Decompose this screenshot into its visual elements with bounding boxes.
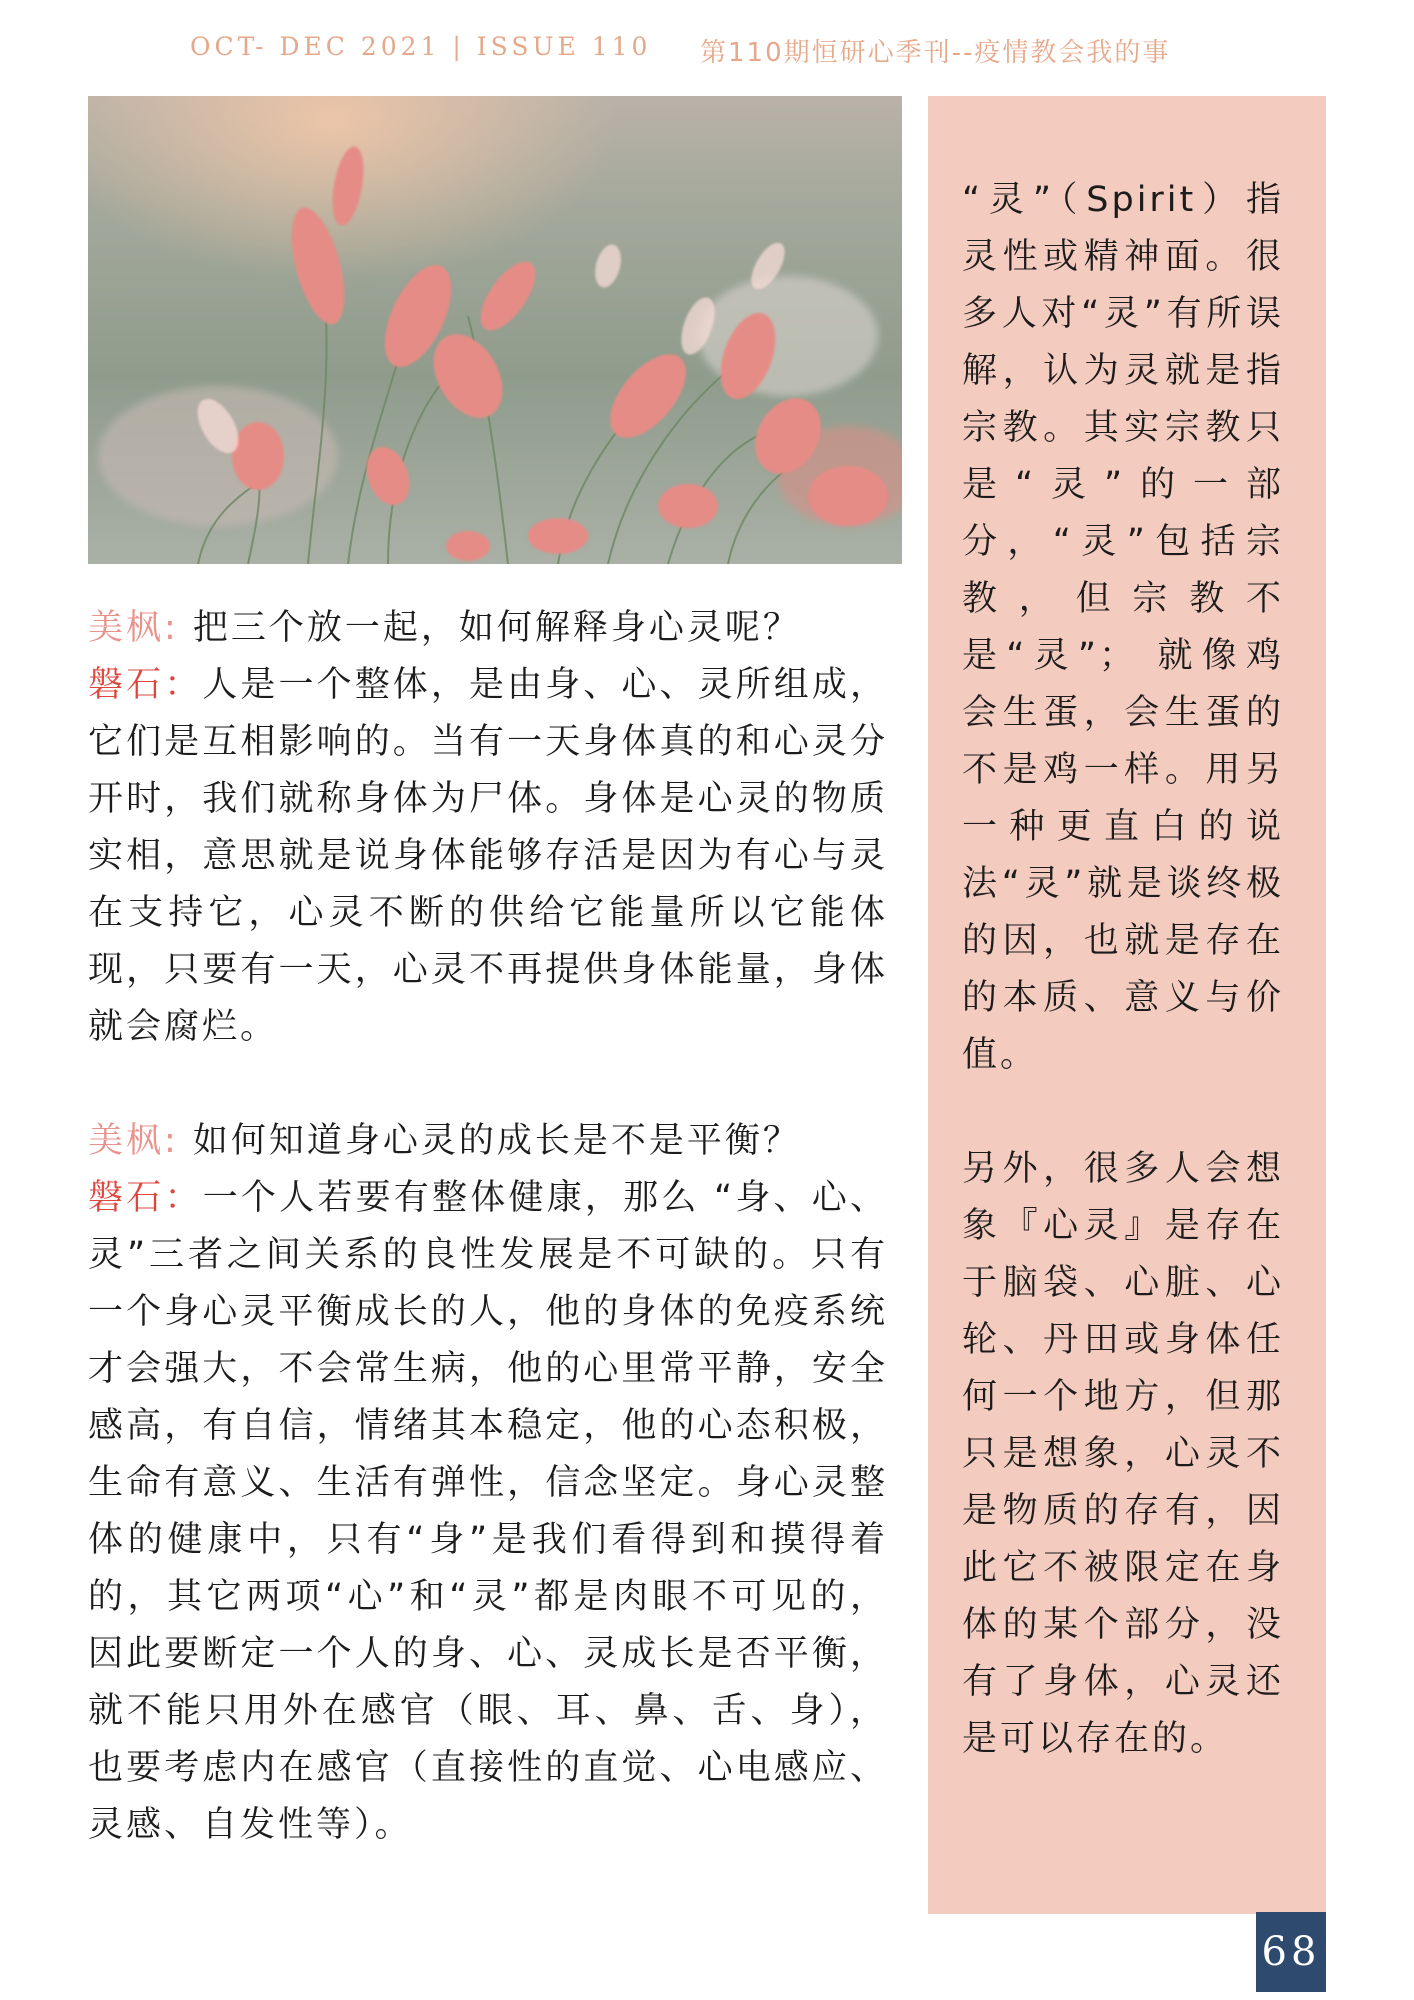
- question-1: [88, 600, 888, 657]
- answer-1: [88, 657, 888, 1056]
- speaker-meifeng: 美枫:: [88, 1121, 179, 1161]
- speaker-meifeng: 美枫:: [88, 608, 179, 648]
- sidebar-panel: [928, 96, 1326, 1914]
- question-text: 把三个放一起，如何解释身心灵呢？: [178, 608, 801, 648]
- interview-text: [88, 600, 888, 1854]
- answer-text: 人是一个整体，是由身、心、灵所组成，它们是互相影响的。当有一天身体真的和心灵分开时，我们就称身体为尸体。身体是心灵的物质实相，意思就是说身体能够存活是因为有心与灵在支持它，心灵不断的供给它能量所以它能体现，只要有一天，心灵不再提供身体能量，身体就会腐烂。: [88, 665, 888, 1047]
- answer-2: [88, 1170, 888, 1854]
- issue-label: OCT- DEC 2021 | ISSUE 110: [190, 32, 652, 61]
- sidebar-text: [962, 172, 1284, 1768]
- page-number-badge: 68: [1256, 1912, 1326, 1992]
- paragraph-gap: [962, 1084, 1284, 1141]
- answer-text: 一个人若要有整体健康，那么 “身、心、灵”三者之间关系的良性发展是不可缺的。只有一个身心灵平衡成长的人，他的身体的免疫系统才会强大，不会常生病，他的心里常平静，安全感高，有自信，情绪其本稳定，他的心态积极，生命有意义、生活有弹性，信念坚定。身心灵整体的健康中，只有“身”是我们看得到和摸得着的，其它两项“心”和“灵”都是肉眼不可见的，因此要断定一个人的身、心、灵成长是否平衡，就不能只用外在感官（眼、耳、鼻、舌、身），也要考虑内在感官（直接性的直觉、心电感应、灵感、自发性等）。: [88, 1178, 888, 1845]
- paragraph-gap: [88, 1056, 888, 1113]
- question-2: [88, 1113, 888, 1170]
- grass-photo: [88, 96, 902, 564]
- question-text: 如何知道身心灵的成长是不是平衡？: [178, 1121, 801, 1161]
- sidebar-paragraph-2: 另外，很多人会想象『心灵』是存在于脑袋、心脏、心轮、丹田或身体任何一个地方，但那只是想象，心灵不是物质的存有，因此它不被限定在身体的某个部分，没有了身体，心灵还是可以存在的。: [962, 1149, 1284, 1759]
- magazine-title: 第110期恒研心季刊--疫情教会我的事: [700, 38, 1171, 68]
- sidebar-paragraph-1: “灵”（Spirit）指灵性或精神面。很多人对“灵”有所误解，认为灵就是指宗教。其实宗教只是“灵”的一部分，“灵”包括宗教，但宗教不是“灵”； 就像鸡会生蛋，会生蛋的不是鸡一样。用另一种更直白的说法“灵”就是谈终极的因，也就是存在的本质、意义与价值。: [962, 180, 1284, 1075]
- speaker-panshi: 磐石：: [88, 1178, 203, 1218]
- speaker-panshi: 磐石：: [88, 665, 203, 705]
- page-header: [0, 32, 1414, 72]
